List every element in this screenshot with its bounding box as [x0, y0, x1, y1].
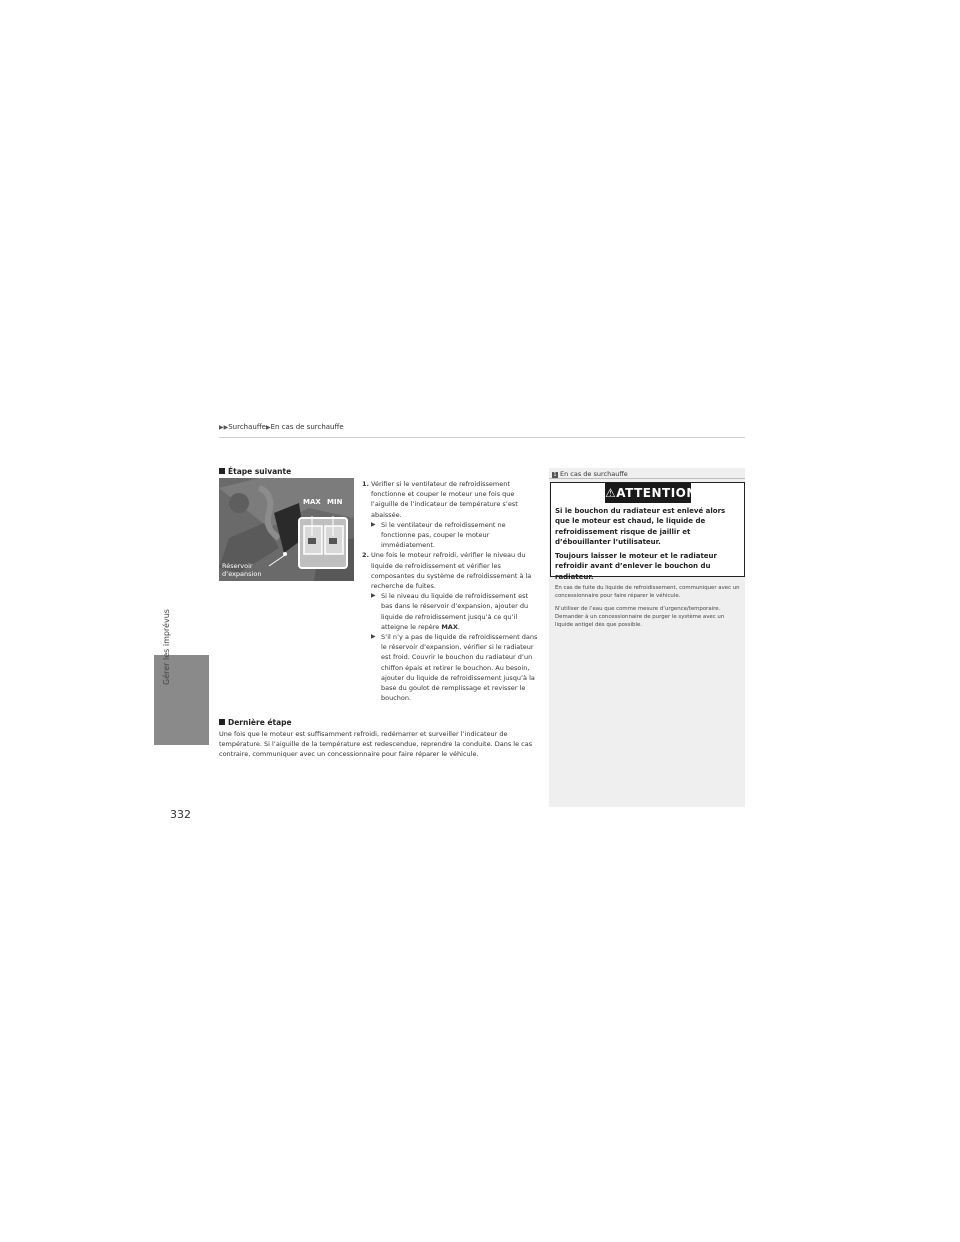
header-divider	[219, 437, 745, 438]
warning-box	[550, 482, 745, 581]
step-1-note: ▶ Si le ventilateur de refroidissement ne fonctionne pas, couper le moteur immédiatement.	[371, 520, 506, 550]
section-heading-last-step: Dernière étape	[219, 718, 292, 727]
reference-icon: 1	[553, 472, 557, 478]
square-bullet-icon	[219, 719, 225, 725]
sidebar-reference-title[interactable]: 1 En cas de surchauffe	[553, 470, 628, 478]
breadcrumb-item-overheat[interactable]: Surchauffe	[228, 423, 266, 431]
sidebar-notes	[555, 584, 741, 634]
max-label: MAX	[303, 498, 321, 506]
breadcrumb-arrow-icon: ▶▶	[219, 424, 229, 431]
expansion-tank-label: Réservoir d’expansion	[222, 562, 262, 578]
last-step-text: Une fois que le moteur est suffisamment refroidi, redémarrer et surveiller l’indicateur de température. Si l’aiguille de la température est redescendue, reprendre la conduite. Dans le cas contraire, communiquer avec un concessionnaire pour faire réparer le véhicule.	[219, 730, 533, 758]
breadcrumb-arrow-icon: ▶	[265, 424, 271, 431]
warning-icon: ⚠	[605, 486, 617, 500]
step-2-note-1: ▶ Si le niveau du liquide de refroidissement est bas dans le réservoir d’expansion, ajouter du liquide de refroidissement jusqu’à ce qu’il atteigne le repère MAX.	[371, 592, 529, 631]
breadcrumb	[219, 423, 344, 431]
note-leak: En cas de fuite du liquide de refroidissement, communiquer avec un concessionnaire pour faire réparer le véhicule.	[555, 585, 740, 599]
chapter-tab-label: Gérer les imprévus	[162, 609, 171, 685]
sidebar-divider	[549, 478, 745, 479]
min-label: MIN	[327, 498, 343, 506]
step-list	[362, 479, 540, 703]
step-2-note-2: ▶ S’il n’y a pas de liquide de refroidissement dans le réservoir d’expansion, vérifier si le radiateur est froid. Couvrir le bouchon du radiateur d’un chiffon épais et retirer le bouchon. Au besoin, ajouter du liquide de refroidissement jusqu’à la base du goulot de remplissage et revisser le bouchon.	[371, 633, 538, 703]
page-number: 332	[170, 808, 191, 821]
arrow-right-icon: ▶	[371, 520, 376, 528]
step-1: 1. Vérifier si le ventilateur de refroidissement fonctionne et couper le moteur une fois que l’aiguille de l’indicateur de température s’est abaissée.	[362, 480, 518, 519]
arrow-right-icon: ▶	[371, 592, 376, 600]
warning-text: Si le bouchon du radiateur est enlevé alors que le moteur est chaud, le liquide de refroidissement risque de jaillir et d’ébouillanter l’utilisateur. Toujours laisser le moteur et le radiateur refroidir avant d’enlever le bouchon du radiateur.	[555, 507, 726, 581]
square-bullet-icon	[219, 468, 225, 474]
breadcrumb-item-current: En cas de surchauffe	[270, 423, 344, 431]
arrow-right-icon: ▶	[371, 633, 376, 641]
note-water: N’utiliser de l’eau que comme mesure d’urgence/temporaire. Demander à un concessionnaire de purger le système avec un liquide antigel dès que possible.	[555, 606, 725, 628]
section-heading-next-step: Étape suivante	[219, 467, 291, 476]
step-2: 2. Une fois le moteur refroidi, vérifier le niveau du liquide de refroidissement et vérifier les composantes du système de refroidissement à la recherche de fuites.	[362, 551, 532, 591]
expansion-tank-photo	[219, 478, 354, 581]
warning-header: ⚠ATTENTION	[605, 483, 691, 503]
